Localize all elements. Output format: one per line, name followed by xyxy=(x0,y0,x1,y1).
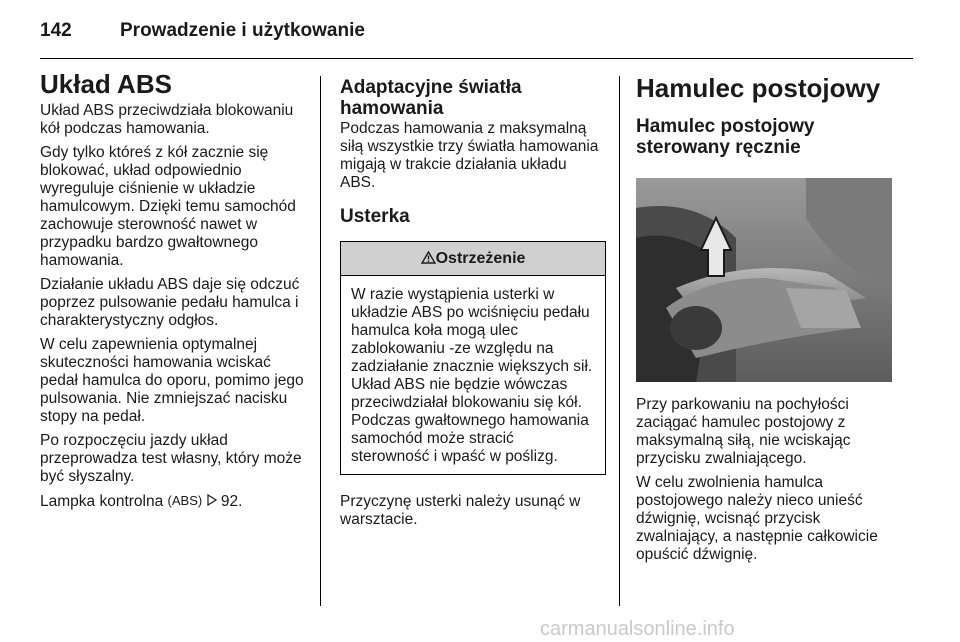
abs-heading: Układ ABS xyxy=(40,69,172,99)
abs-paragraph-5: Po rozpoczęciu jazdy układ przeprowadza test własny, który może być słyszalny. xyxy=(40,431,302,485)
page-number: 142 xyxy=(40,20,72,41)
lamp-label: Lampka kontrolna xyxy=(40,492,164,510)
parking-brake-paragraph-2: W celu zwolnienia hamulca postojowego należy nieco unieść dźwignię, wcisnąć przycisk zwalniający, a następnie całkowicie opuścić dźwignię. xyxy=(636,474,878,564)
warning-title: Ostrzeżenie xyxy=(435,250,526,268)
column-abs xyxy=(40,70,305,517)
warning-box xyxy=(340,241,606,475)
fault-heading: Usterka xyxy=(340,205,410,227)
header-rule xyxy=(40,58,913,59)
abs-lamp-icon: (ABS) xyxy=(167,492,203,508)
adaptive-brake-lights-heading: Adaptacyjne światła hamowania xyxy=(340,77,522,119)
watermark: carmanualsonline.info xyxy=(540,618,735,640)
adaptive-brake-lights-text: Podczas hamowania z maksymalną siłą wszystkie trzy światła hamowania migają w trakcie działania układu ABS. xyxy=(340,119,599,191)
abs-paragraph-3: Działanie układu ABS daje się odczuć poprzez pulsowanie pedału hamulca i charakterystyczny odgłos. xyxy=(40,275,300,329)
column-divider-2 xyxy=(619,76,620,606)
abs-paragraph-1: Układ ABS przeciwdziała blokowaniu kół podczas hamowania. xyxy=(40,101,294,137)
warning-text: W razie wystąpienia usterki w układzie ABS po wciśnięciu pedału hamulca koła mogą ulec zablokowaniu -ze względu na zadziałanie znacznie większych sił. Układ ABS nie będzie wówczas przeciwdziałał blokowaniu się kół. Podczas gwałtownego hamowania samochód może stracić sterowność i wpaść w poślizg. xyxy=(351,286,593,466)
abs-paragraph-2: Gdy tylko któreś z kół zacznie się blokować, układ odpowiednio wyreguluje ciśnienie w układzie hamulcowym. Dzięki temu samochód zachowuje sterowność nawet w przypadku bardzo gwałtownego hamowania. xyxy=(40,143,296,269)
warning-triangle-icon xyxy=(421,250,436,267)
abs-lamp-line xyxy=(40,492,305,511)
parking-brake-paragraph-1: Przy parkowaniu na pochyłości zaciągać hamulec postojowy z maksymalną siłą, nie wciskając przycisku zwalniającego. xyxy=(636,396,851,468)
chapter-title: Prowadzenie i użytkowanie xyxy=(120,20,365,41)
abs-paragraph-4: W celu zapewnienia optymalnej skuteczności hamowania wciskać pedał hamulca do oporu, pomimo jego pulsowania. Nie zmniejszać nacisku stopy na pedał. xyxy=(40,335,304,425)
manual-parking-brake-subheading: Hamulec postojowy sterowany ręcznie xyxy=(636,115,815,159)
column-divider-1 xyxy=(320,76,321,606)
warning-body xyxy=(341,276,605,474)
parking-brake-lever-photo xyxy=(636,178,892,382)
arrow-reference-icon xyxy=(207,493,217,510)
lamp-page-ref[interactable]: 92. xyxy=(220,492,243,510)
fault-remedy-text: Przyczynę usterki należy usunąć w warsztacie. xyxy=(340,493,581,529)
warning-header xyxy=(341,242,605,276)
column-parking-brake xyxy=(636,74,896,570)
page-header xyxy=(40,20,365,42)
column-brake-lights xyxy=(340,78,605,535)
parking-brake-heading: Hamulec postojowy xyxy=(636,73,881,103)
